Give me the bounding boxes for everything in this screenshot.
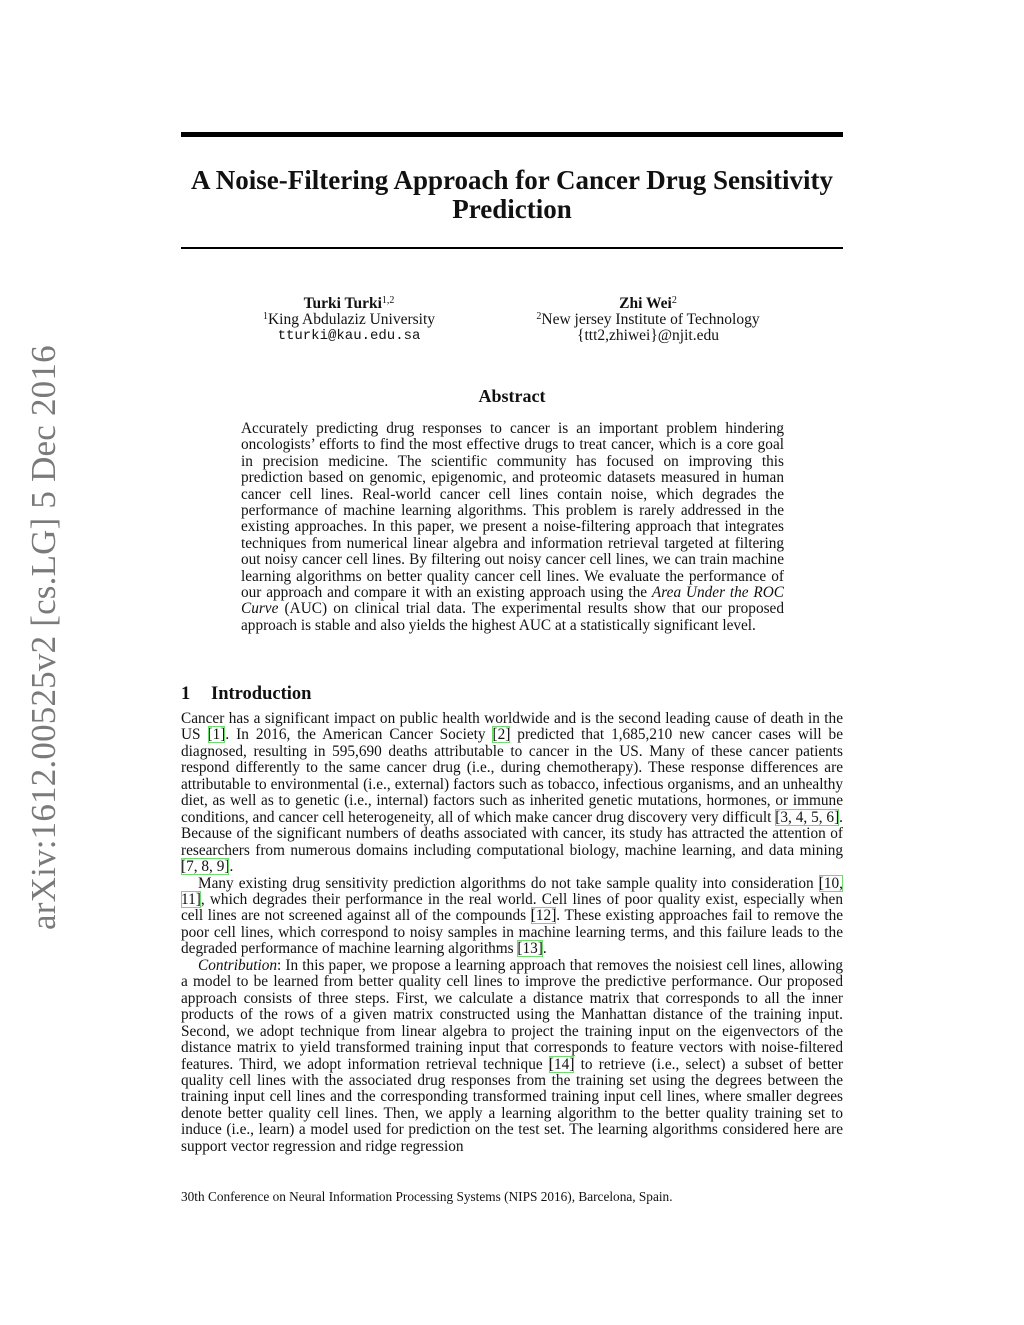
- citation-link[interactable]: [14]: [548, 1055, 575, 1073]
- text-run: .: [229, 858, 234, 876]
- section-heading: [181, 684, 311, 705]
- author-email: {ttt2,zhiwei}@njit.edu: [577, 327, 719, 344]
- author-superscript: 2: [671, 295, 677, 306]
- author-superscript: 1,2: [381, 295, 395, 306]
- paragraph: [181, 876, 843, 958]
- author-name: Zhi Wei: [619, 295, 672, 312]
- citation-link[interactable]: [2]: [492, 726, 511, 744]
- text-run: to retrieve (i.e., select) a subset of better quality cell lines with the associated drug responses from the training set using the degrees between the training input cell lines and the corresponding transformed training input cell lines, where smaller degrees denote better quality cell lines. Then, we apply a learning algorithm to the better quality training set to induce (i.e., learn) a model used for prediction on the test set. The learning algorithms considered here are support vector regression and ridge regression: [181, 1055, 843, 1155]
- abstract-heading: Abstract: [478, 386, 546, 406]
- section-title: Introduction: [211, 684, 312, 704]
- affiliation-superscript: 2: [536, 311, 542, 322]
- text-run: Many existing drug sensitivity prediction algorithms do not take sample quality into consideration: [198, 874, 819, 892]
- citation-link[interactable]: [12]: [530, 907, 557, 925]
- text-run: .: [542, 940, 547, 958]
- text-run: . These existing approaches fail to remove the poor cell lines, which correspond to noisy samples in machine learning terms, and this failure leads to the degraded performance of machine learning algorithms: [181, 907, 844, 958]
- affiliation-superscript: 1: [262, 311, 268, 322]
- title-bottom-rule: [181, 247, 843, 249]
- text-run: predicted that 1,685,210 new cancer cases will be diagnosed, resulting in 595,690 deaths attributable to cancer in the US. Many of these cancer patients respond differently to the same cancer drug (i.e., during chemotherapy). These response differences are attributable to environmental (i.e., external) factors such as tobacco, infectious organisms, and an unhealthy diet, as well as to genetic (i.e., internal) factors such as inherited genetic mutations, hormones, or immune conditions, and cancer cell heterogeneity, all of which make cancer drug discovery very difficult: [181, 726, 843, 826]
- abstract-part: (AUC) on clinical trial data. The experimental results show that our proposed approach is stable and also yields the highest AUC at a statistically significant level.: [241, 600, 784, 634]
- citation-link[interactable]: [10, 11]: [181, 874, 843, 908]
- top-rule: [181, 132, 843, 137]
- author-block-1: [204, 296, 494, 344]
- introduction-body: [181, 711, 843, 1155]
- text-run: , which degrades their performance in the real world. Cell lines of poor quality exist, especially when cell lines are not screened against all of the compounds: [181, 890, 843, 925]
- author-email: tturki@kau.edu.sa: [277, 328, 421, 344]
- conference-footnote: 30th Conference on Neural Information Processing Systems (NIPS 2016), Barcelona, Spain.: [181, 1189, 673, 1204]
- author-name: Turki Turki: [303, 295, 382, 312]
- paragraph: [181, 711, 843, 876]
- citation-link[interactable]: [1]: [207, 726, 226, 744]
- paper-title: A Noise-Filtering Approach for Cancer Drug Sensitivity Prediction: [191, 165, 833, 224]
- abstract-emphasis: Area Under the ROC Curve: [241, 584, 784, 618]
- emphasis: Contribution: [198, 956, 278, 974]
- section-number: 1: [181, 684, 191, 704]
- text-run: : In this paper, we propose a learning approach that removes the noisiest cell lines, allowing a model to be learned from better quality cell lines to improve the predictive performance. Our proposed approach consists of three steps. First, we calculate a distance matrix that corresponds to all the inner products of the rows of a given matrix constructed using the Manhattan distance of the training input. Second, we adopt technique from linear algebra to project the training input on the eigenvectors of the distance matrix to yield transformed training input that corresponds to feature vectors with noise-filtered features. Third, we adopt information retrieval technique: [181, 956, 843, 1073]
- text-run: . In 2016, the American Cancer Society: [225, 726, 493, 744]
- abstract-text: [241, 421, 784, 634]
- author-affiliation: New jersey Institute of Technology: [541, 311, 760, 328]
- text-run: . Because of the significant numbers of deaths associated with cancer, its study has attracted the attention of researchers from numerous domains including computational biology, machine learning, and data mining: [181, 808, 843, 859]
- citation-link[interactable]: [7, 8, 9]: [181, 858, 230, 876]
- arxiv-stamp: arXiv:1612.00525v2 [cs.LG] 5 Dec 2016: [24, 345, 63, 930]
- author-block-2: [503, 296, 793, 344]
- author-affiliation: King Abdulaziz University: [267, 311, 436, 328]
- citation-link[interactable]: [3, 4, 5, 6]: [775, 808, 840, 826]
- citation-link[interactable]: [13]: [517, 940, 543, 958]
- abstract-part: Accurately predicting drug responses to cancer is an important problem hindering oncologists’ efforts to find the most effective drugs to treat cancer, which is a core goal in precision medicine. The scientific community has focused on improving this prediction based on genomic, epigenomic, and proteomic datasets measured in human cancer cell lines. Real-world cancer cell lines contain noise, which degrades the performance of machine learning algorithms. This problem is rarely addressed in the existing approaches. In this paper, we present a noise-filtering approach that integrates techniques from numerical linear algebra and information retrieval targeted at filtering out noisy cancer cell lines. By filtering out noisy cancer cell lines, we can train machine learning algorithms on better quality cancer cell lines. We evaluate the performance of our approach and compare it with an existing approach using the: [241, 420, 784, 602]
- text-run: Cancer has a significant impact on public health worldwide and is the second leading cause of death in the US: [181, 710, 843, 744]
- paragraph: [181, 958, 843, 1155]
